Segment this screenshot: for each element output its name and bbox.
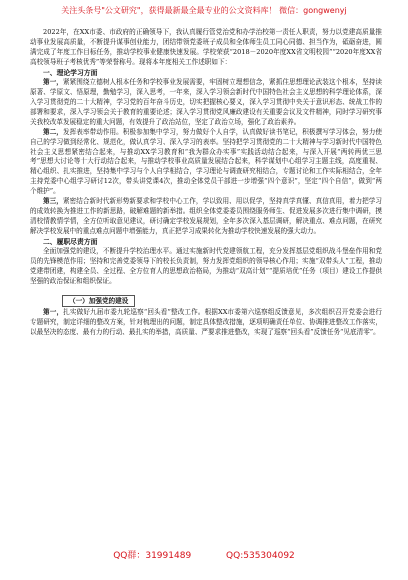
- paragraph-party-1: 第一，扎实做好九届市委九轮巡察“回头看”整改工作。根据XX市委第六巡察组反馈意见，多次组织召开党委会进行专题研究，制定详细的整改方案，针对梳理出的问题，制定具体整改措施，逐项明确责任单位、协调推进整改工作落实，以最坚决的态度、最有力的行动、最扎实的举措，高质量、严要求推进整改，实现了巡察“回头看”反馈任务“见底清零”。: [30, 307, 382, 336]
- paragraph-theory-1: 第一，紧紧围绕立德树人根本任务和学校事业发展需要，牢固树立理想信念，紧抓住思想理论武装这个根本，坚持读原著、学原文、悟原理，勤勉学习，深入思考，一年来，深入学习领会新时代中国特色社会主义思想的科学理论体系，深入学习贯彻党的二十大精神，学习党的百年奋斗历史，切实把握核心要义，深入学习贯彻中央关于意识形态、统战工作的部署和要求，深入学习领会关于教育的重要论述；深入学习贯彻党风廉政建设有关重要会议及文件精神，同时学习研究事关我校改革发展稳定的重大问题，有效提升了政治站位，坚定了政治立场，强化了政治素养。: [30, 78, 383, 126]
- promo-banner: 关注头条号"公文研究"，获得最新最全最专业的公文资料库！ 微信：gongwenyj: [61, 6, 347, 15]
- intro-paragraph: 2022年，在XX市委、市政府的正确领导下，我认真履行管党治党和办学治校第一责任人职责，努力以党建高质量推动事业发展高质量，不断提升谋事创业能力，团结带领党委班子成员和全体师生员工同心同德、担当作为，砥砺奋进，圆满完成了年度工作目标任务，推动学校事业健康快速发展。学校荣获“2018－2020年度XX省文明校园”“2020年度XX省高校领导班子考核优秀”等荣誉称号。现将本年度相关工作述职如下：: [30, 28, 382, 66]
- subheading-party-building: （一）加强党的建设: [62, 295, 135, 307]
- qq-group-text: QQ群：31991489: [113, 551, 192, 561]
- section-heading-duties: 二、履职尽责方面: [43, 237, 98, 246]
- section-heading-theory: 一、理论学习方面: [43, 68, 98, 77]
- document-body: [30, 28, 382, 338]
- paragraph-duties-intro: 全面加强党的建设，不断提升学校治理水平。通过实施新时代党建领航工程，充分发挥基层党组织战斗堡垒作用和党员的先锋模范作用；坚持和完善党委领导下的校长负责制，努力发挥党组织的领导核心作用；实施“双带头人”工程，推动党建带团建，构建全员、全过程、全方位育人的思想政治格局，为推动“双高计划”“提质培优”任务（项目）建设工作提供坚强的政治保证和组织保证。: [30, 247, 382, 286]
- qq-number-text: QQ:535304092: [226, 551, 295, 561]
- contact-footer: [0, 548, 408, 561]
- subheading-box: [30, 288, 382, 307]
- paragraph-theory-2: 第二，发挥表率带动作用。积极参加集中学习，努力做好个人自学，认真做好读书笔记，积极撰写学习体会，努力使自己的学习做到经常化、规范化，做认真学习、深入学习的表率。坚持把学习贯彻党的二十大精神与学习新时代中国特色社会主义思想紧密结合起来，与推动XX学习教育和“我为群众办实事”实践活动结合起来，与深入开展“两转两优三思考”思想大讨论等十大行动结合起来，与推动学校事业高质量发展结合起来，科学谋划中心组学习主题主线，高度重视、精心组织、扎实推进，坚持集中学习与个人自学相结合，学习理论与调查研究相结合，专题讨论和工作实际相结合，全年主持党委中心组学习研讨12次，带头讲党课4次，推动全体党员干部进一步增强“四个意识”，坚定“四个自信”，做到“两个维护”。: [30, 127, 383, 196]
- paragraph-theory-3: 第三，紧密结合新时代新形势新要求和学校中心工作，学以致用、用以促学，坚持真学真懂、真信真用，着力把学习的成效转换为推进工作的新思路，破解难题的新举措。组织全体党委委员围绕服务师生、促进发展多次进行集中调研，摸清校情教情学情，全方位听取意见建议，研讨确定学校发展规划，全年多次深入基层调研，解决重点、难点问题，在研究解决学校发展中的重点难点问题中增强能力，真正把学习成果转化为推动学校快速发展的强大动力。: [30, 197, 383, 235]
